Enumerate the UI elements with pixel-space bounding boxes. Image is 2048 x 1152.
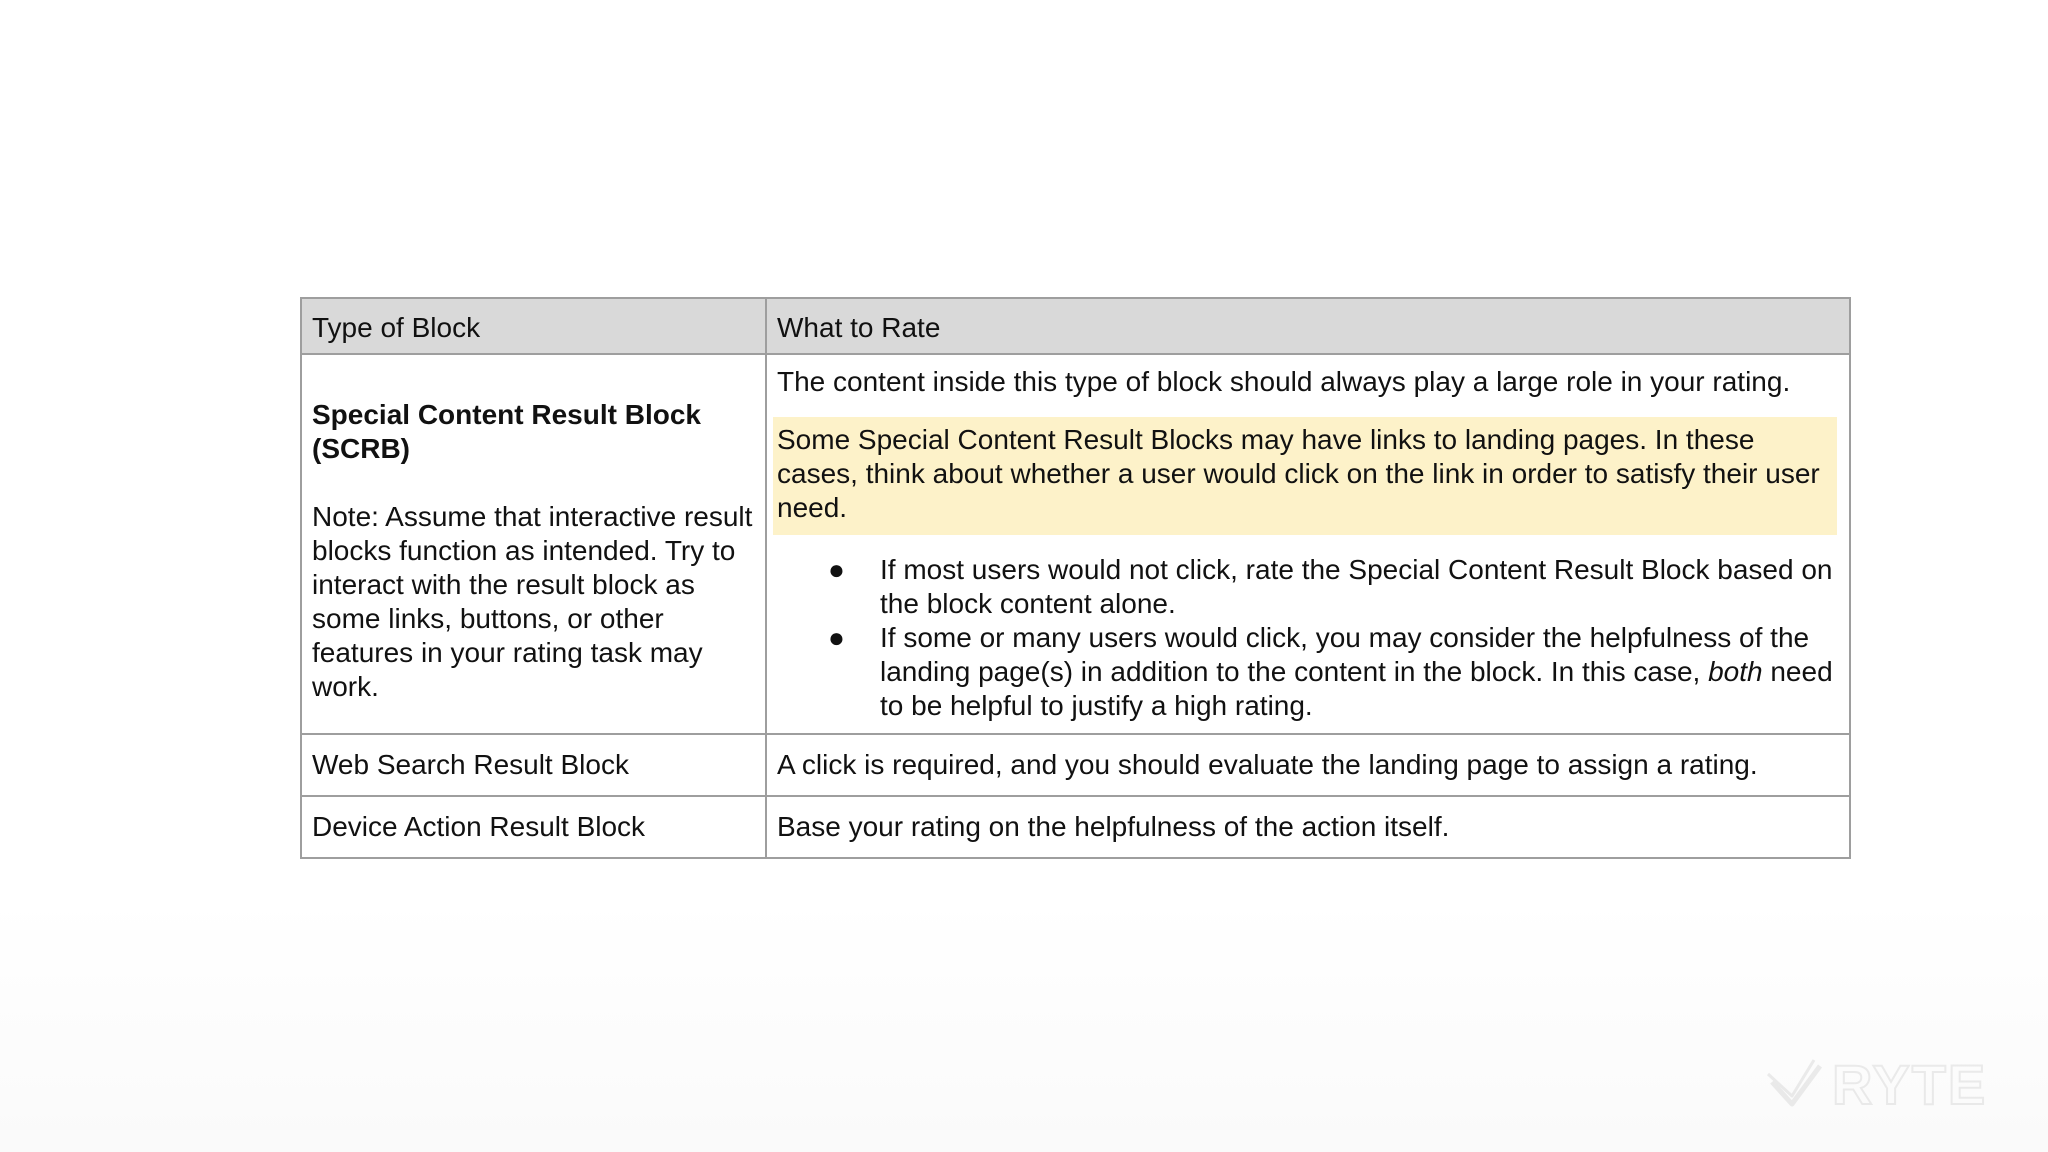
scrb-title: Special Content Result Block (SCRB) (312, 399, 701, 464)
header-type-of-block: Type of Block (301, 298, 766, 354)
header-what-to-rate: What to Rate (766, 298, 1850, 354)
scrb-first-paragraph: The content inside this type of block should always play a large role in your rating. (777, 366, 1791, 397)
scrb-rate-cell (766, 354, 1850, 734)
scrb-type-cell (301, 354, 766, 734)
bullet-text-before: If some or many users would click, you may consider the helpfulness of the landing page(s) in addition to the content in the block. In this case, (880, 622, 1810, 687)
watermark-text: RYTE (1832, 1053, 1988, 1116)
table-row-scrb (301, 354, 1850, 734)
table-row-device-action (301, 796, 1850, 858)
table-header-row (301, 298, 1850, 354)
bullet-icon: ● (828, 622, 845, 653)
list-item (828, 621, 1839, 723)
device-action-type-cell: Device Action Result Block (301, 796, 766, 858)
list-item (828, 553, 1839, 621)
rating-guidelines-table (300, 297, 1851, 859)
scrb-highlighted-paragraph: Some Special Content Result Blocks may have links to landing pages. In these cases, think about whether a user would click on the link in order to satisfy their user need. (773, 417, 1837, 535)
scrb-bullet-list (777, 553, 1839, 723)
ryte-logo-icon (1766, 1052, 2016, 1122)
table-row-web-search (301, 734, 1850, 796)
bullet-emphasis: both (1708, 656, 1763, 687)
scrb-note: Note: Assume that interactive result blocks function as intended. Try to interact with the result block as some links, buttons, or other features in your rating task may work. (312, 501, 753, 702)
bullet-icon: ● (828, 554, 845, 585)
device-action-rate-cell: Base your rating on the helpfulness of the action itself. (766, 796, 1850, 858)
web-search-rate-cell: A click is required, and you should evaluate the landing page to assign a rating. (766, 734, 1850, 796)
bullet-text: If most users would not click, rate the Special Content Result Block based on the block content alone. (880, 554, 1833, 619)
web-search-type-cell: Web Search Result Block (301, 734, 766, 796)
bullet-text-after: need to be helpful to justify a high rating. (880, 656, 1833, 721)
